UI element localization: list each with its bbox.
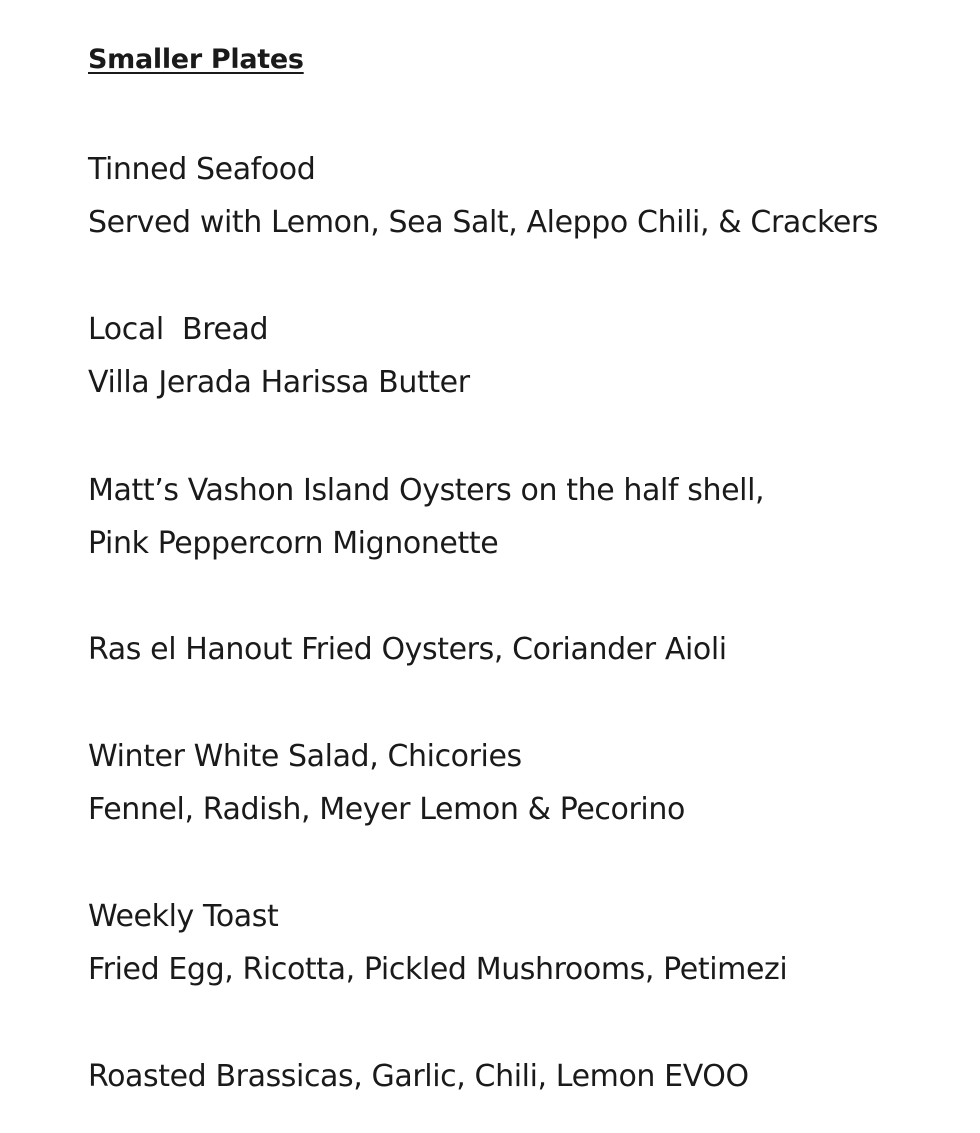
menu-item-name: Ras el Hanout Fried Oysters, Coriander Aioli	[88, 632, 727, 667]
menu-item-description: Pink Peppercorn Mignonette	[88, 526, 499, 561]
menu-item-name: Weekly Toast	[88, 899, 279, 934]
section-title: Smaller Plates	[88, 44, 304, 75]
menu-item-name: Matt’s Vashon Island Oysters on the half shell,	[88, 473, 765, 508]
menu-item-name: Roasted Brassicas, Garlic, Chili, Lemon EVOO	[88, 1059, 749, 1094]
menu-item-description: Fennel, Radish, Meyer Lemon & Pecorino	[88, 792, 685, 827]
menu-item-description: Villa Jerada Harissa Butter	[88, 365, 470, 400]
menu-item-description: Fried Egg, Ricotta, Pickled Mushrooms, Petimezi	[88, 952, 788, 987]
menu-item-name: Local Bread	[88, 312, 269, 347]
menu-item-name: Winter White Salad, Chicories	[88, 739, 522, 774]
menu-item-description: Served with Lemon, Sea Salt, Aleppo Chili, & Crackers	[88, 205, 879, 240]
menu-item-name: Tinned Seafood	[88, 152, 316, 187]
